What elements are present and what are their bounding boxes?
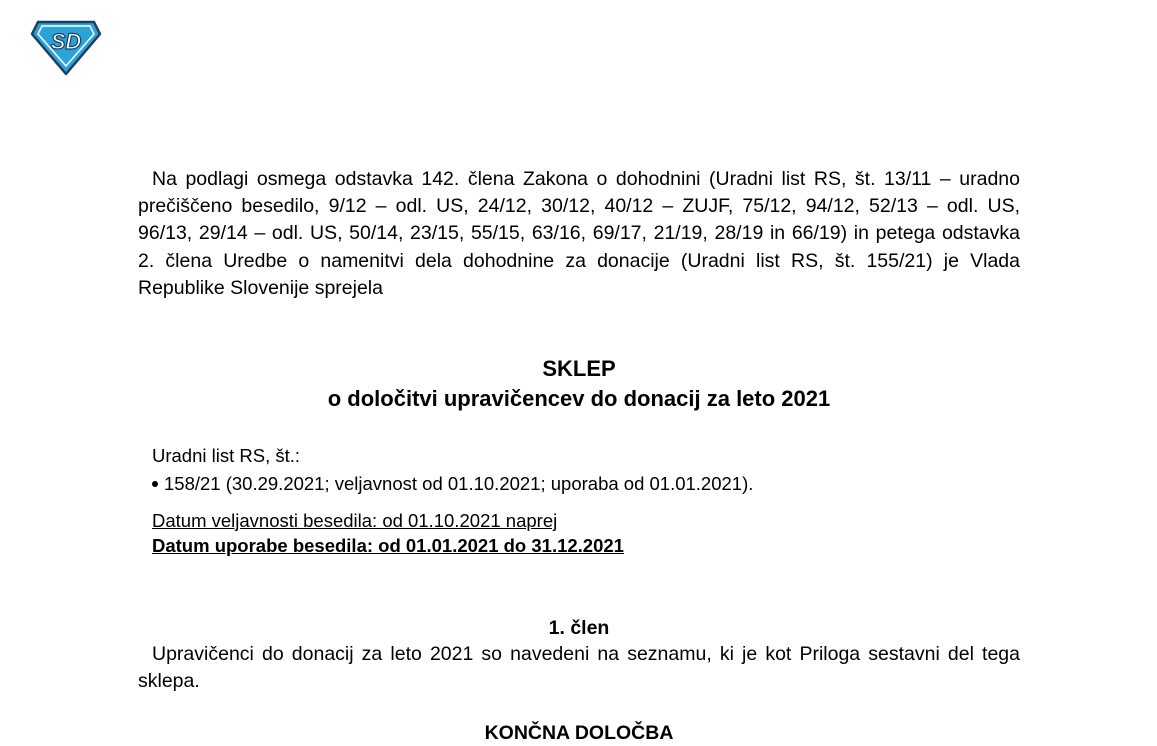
usage-date: Datum uporabe besedila: od 01.01.2021 do 31.12.2021 — [152, 535, 624, 556]
article-1-text: Upravičenci do donacij za leto 2021 so navedeni na seznamu, ki je kot Priloga sestavni del tega sklepa. — [138, 643, 1020, 693]
intro-paragraph: Na podlagi osmega odstavka 142. člena Zakona o dohodnini (Uradni list RS, št. 13/11 – uradno prečiščeno besedilo, 9/12 – odl. US, 24/12, 30/12, 40/12 – ZUJF, 75/12, 94/12, 52/13 – odl. US, 96/13, 29/14 – odl. US, 50/14, 23/15, 55/15, 63/16, 69/17, 21/19, 28/19 in 66/19) in petega odstavka 2. člena Uredbe o namenitvi dela dohodnine za donacije (Uradni list RS, št. 155/21) je Vlada Republike Slovenije sprejela — [138, 168, 1020, 299]
logo-lettering: SD — [50, 29, 82, 54]
document-title: SKLEP — [542, 356, 616, 381]
title-block — [138, 354, 1020, 414]
bullet-icon — [152, 481, 158, 487]
sd-logo-icon — [30, 18, 102, 76]
gazette-label: Uradni list RS, št.: — [152, 445, 301, 466]
document-subtitle: o določitvi upravičencev do donacij za leto 2021 — [327, 386, 831, 411]
gazette-item-text: 158/21 (30.29.2021; veljavnost od 01.10.2021; uporaba od 01.01.2021). — [164, 473, 754, 494]
gazette-list-item — [152, 472, 753, 496]
final-provision-heading: KONČNA DOLOČBA — [484, 722, 674, 744]
article-1-heading: 1. člen — [548, 617, 610, 639]
validity-date: Datum veljavnosti besedila: od 01.10.2021 naprej — [152, 510, 558, 531]
